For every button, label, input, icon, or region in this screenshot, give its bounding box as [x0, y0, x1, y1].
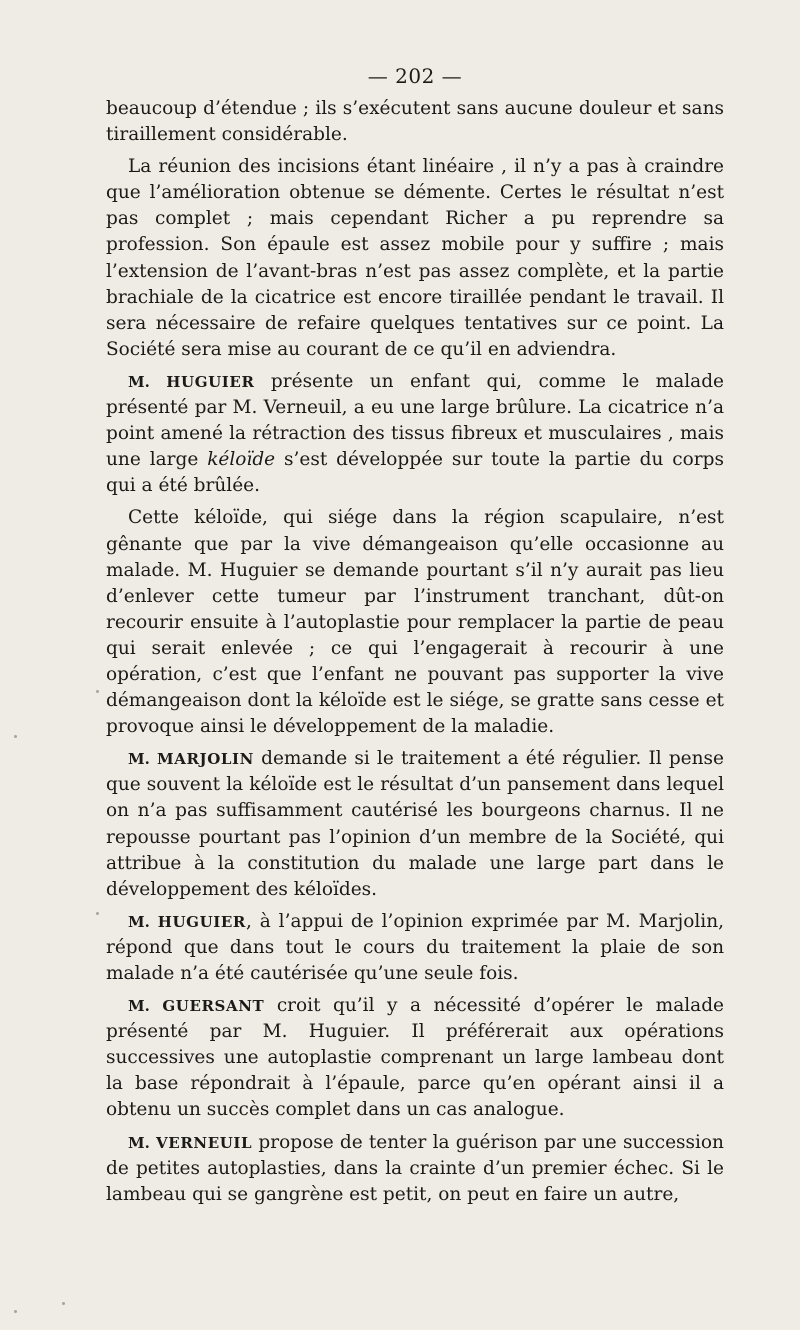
speaker-name: HUGUIER: [157, 912, 246, 931]
paragraph-huguier-reply: [106, 909, 724, 987]
paragraph-text: s’est développée sur toute la partie du corps qui a été brûlée.: [106, 449, 724, 497]
speaker-name: VERNEUIL: [156, 1133, 253, 1152]
paper-speck: [96, 912, 99, 915]
speaker-prefix: M.: [128, 1133, 150, 1152]
speaker-prefix: M.: [128, 750, 150, 769]
paragraph-text: beaucoup d’étendue ; ils s’exécutent sans aucune douleur et sans tiraillement considérable.: [106, 98, 724, 146]
paragraph-text: demande si le traitement a été régulier. Il pense que souvent la kéloïde est le résultat d’un pansement dans lequel on n’a pas suffisamment cautérisé les bourgeons charnus. Il ne repousse pourtant pas l’opinion d’un membre de la Société, qui attribue à la constitution du malade une large part dans le développement des kéloïdes.: [106, 748, 724, 900]
speaker-name: HUGUIER: [166, 372, 255, 391]
paper-speck: [62, 1302, 65, 1305]
paragraph-text: Cette kéloïde, qui siége dans la région scapulaire, n’est gênante que par la vive démangeaison qu’elle occasionne au malade. M. Huguier se demande pourtant s’il n’y aurait pas lieu d’enlever cette tumeur par l’instrument tranchant, dût-on recourir ensuite à l’autoplastie pour remplacer la partie de peau qui serait enlevée ; ce qui l’engagerait à recourir à une opération, c’est que l’enfant ne pouvant pas supporter la vive démangeaison dont la kéloïde est le siége, se gratte sans cesse et provoque ainsi le développement de la maladie.: [106, 507, 724, 738]
paragraph-verneuil: [106, 1130, 724, 1208]
paragraph-continuation: [106, 96, 724, 148]
speaker-prefix: M.: [128, 997, 150, 1016]
paragraph-marjolin: [106, 746, 724, 903]
speaker-name: MARJOLIN: [157, 750, 254, 769]
italic-term: kéloïde: [207, 449, 276, 471]
paragraph-keloid-description: [106, 505, 724, 740]
paragraph-text: présente un enfant qui, comme le malade présenté par M. Verneuil, a eu une large brûlure. La cicatrice n’a point amené la rétraction des tissus fibreux et musculaires , mais une large: [106, 370, 724, 471]
paragraph-text: propose de tenter la guérison par une succession de petites autoplasties, dans la crainte d’un premier échec. Si le lambeau qui se gangrène est petit, on peut en faire un autre,: [106, 1131, 724, 1205]
paragraph-text: croit qu’il y a nécessité d’opérer le malade présenté par M. Huguier. Il préférerait aux opérations successives une autoplastie comprenant un large lambeau dont la base répondrait à l’épaule, parce qu’en opérant ainsi il a obtenu un succès complet dans un cas analogue.: [106, 995, 724, 1121]
paragraph-text: , à l’appui de l’opinion exprimée par M. Marjolin, répond que dans tout le cours du traitement la plaie de son malade n’a été cautérisée qu’une seule fois.: [106, 910, 724, 984]
paragraph-richer-result: [106, 154, 724, 363]
paper-speck: [14, 1310, 17, 1313]
speaker-name: GUERSANT: [162, 997, 265, 1016]
paragraph-text: La réunion des incisions étant linéaire , il n’y a pas à craindre que l’amélioration obtenue se démente. Certes le résultat n’est pas complet ; mais cependant Richer a pu reprendre sa profession. Son épaule est assez mobile pour y suffire ; mais l’extension de l’avant-bras n’est pas assez complète, et la partie brachiale de la cicatrice est encore tiraillée pendant le travail. Il sera nécessaire de refaire quelques tentatives sur ce point. La Société sera mise au courant de ce qu’il en adviendra.: [106, 156, 724, 360]
paper-speck: [14, 735, 17, 738]
speaker-prefix: M.: [128, 372, 150, 391]
page-number: — 202 —: [367, 64, 463, 88]
speaker-prefix: M.: [128, 912, 150, 931]
paragraph-huguier-presentation: [106, 369, 724, 499]
paragraph-guersant: [106, 993, 724, 1123]
paper-speck: [96, 690, 99, 693]
